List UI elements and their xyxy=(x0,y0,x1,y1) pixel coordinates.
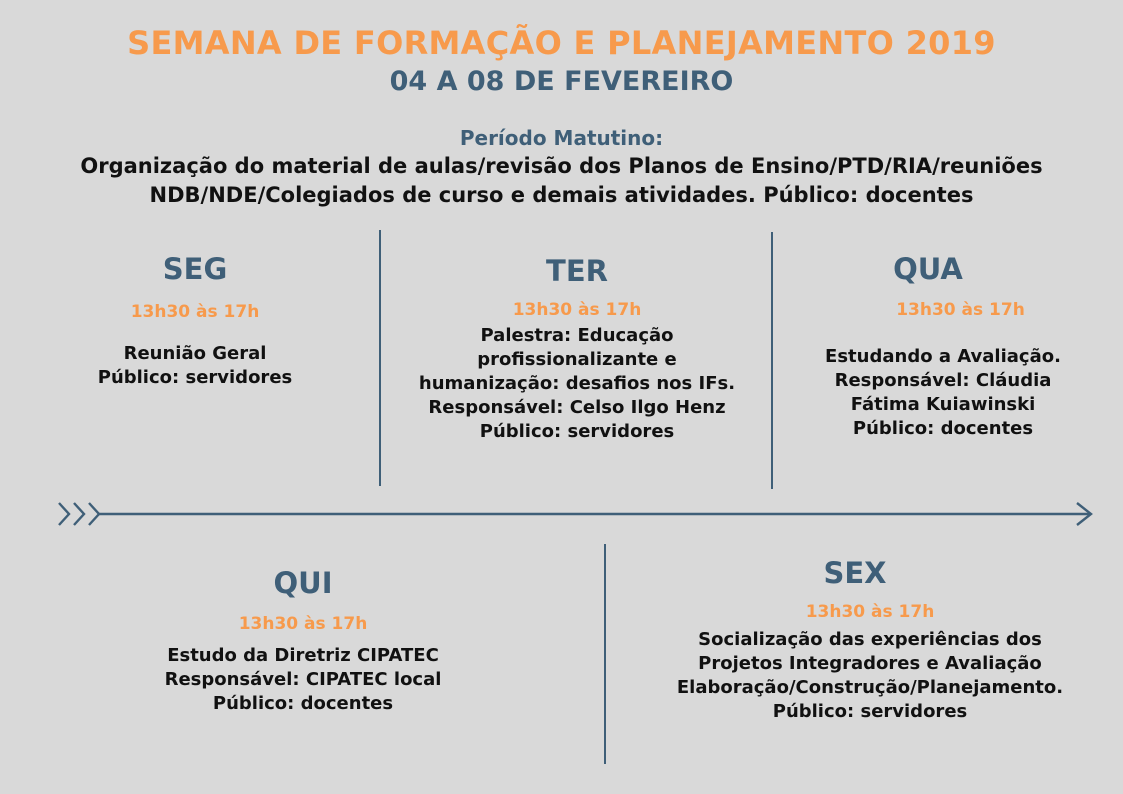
description-line: Responsável: CIPATEC local xyxy=(164,669,442,690)
description-line: profissionalizante e xyxy=(477,349,677,370)
description-line: Público: servidores xyxy=(479,421,675,442)
page-title: SEMANA DE FORMAÇÃO E PLANEJAMENTO 2019 xyxy=(127,24,996,62)
morning-line-2: NDB/NDE/Colegiados de curso e demais atividades. Público: docentes xyxy=(149,183,974,207)
description-line: Fátima Kuiawinski xyxy=(850,394,1036,415)
day-time: 13h30 às 17h xyxy=(896,300,1025,320)
description-line: Público: docentes xyxy=(852,418,1034,439)
description-line: Público: docentes xyxy=(212,693,394,714)
day-time: 13h30 às 17h xyxy=(238,614,368,634)
description-line: Estudo da Diretriz CIPATEC xyxy=(167,645,439,666)
description-line: Projetos Integradores e Avaliação xyxy=(698,653,1042,674)
morning-line-1: Organização do material de aulas/revisão dos Planos de Ensino/PTD/RIA/reuniões xyxy=(80,154,1043,178)
description-line: Responsável: Celso Ilgo Henz xyxy=(428,397,726,418)
day-description xyxy=(640,628,1100,724)
date-range: 04 A 08 DE FEVEREIRO xyxy=(389,66,734,97)
morning-period-label: Período Matutino: xyxy=(459,126,664,150)
day-name: QUA xyxy=(893,252,963,286)
description-line: Palestra: Educação xyxy=(480,325,674,346)
day-column-seg xyxy=(30,252,360,390)
day-time: 13h30 às 17h xyxy=(130,302,260,322)
day-column-qua xyxy=(778,252,1108,441)
description-line: Público: servidores xyxy=(772,701,968,722)
day-time: 13h30 às 17h xyxy=(805,602,935,622)
description-line: humanização: desafios nos IFs. xyxy=(418,373,736,394)
day-name: TER xyxy=(546,254,608,288)
description-line: Socialização das experiências dos xyxy=(698,629,1042,650)
day-name: QUI xyxy=(273,566,333,600)
day-description xyxy=(392,324,762,444)
day-column-sex xyxy=(640,556,1100,724)
day-name: SEG xyxy=(162,252,228,286)
day-name: SEX xyxy=(823,556,887,590)
day-column-ter xyxy=(392,254,762,444)
day-description xyxy=(30,342,360,390)
description-line: Responsável: Cláudia xyxy=(834,370,1052,391)
day-description xyxy=(778,345,1108,441)
day-description xyxy=(118,644,488,716)
day-time: 13h30 às 17h xyxy=(512,300,642,320)
description-line: Público: servidores xyxy=(97,367,293,388)
day-column-qui xyxy=(118,566,488,716)
triple-chevron-icon xyxy=(59,503,99,525)
description-line: Estudando a Avaliação. xyxy=(825,346,1061,367)
description-line: Elaboração/Construção/Planejamento. xyxy=(676,677,1064,698)
description-line: Reunião Geral xyxy=(123,343,267,364)
